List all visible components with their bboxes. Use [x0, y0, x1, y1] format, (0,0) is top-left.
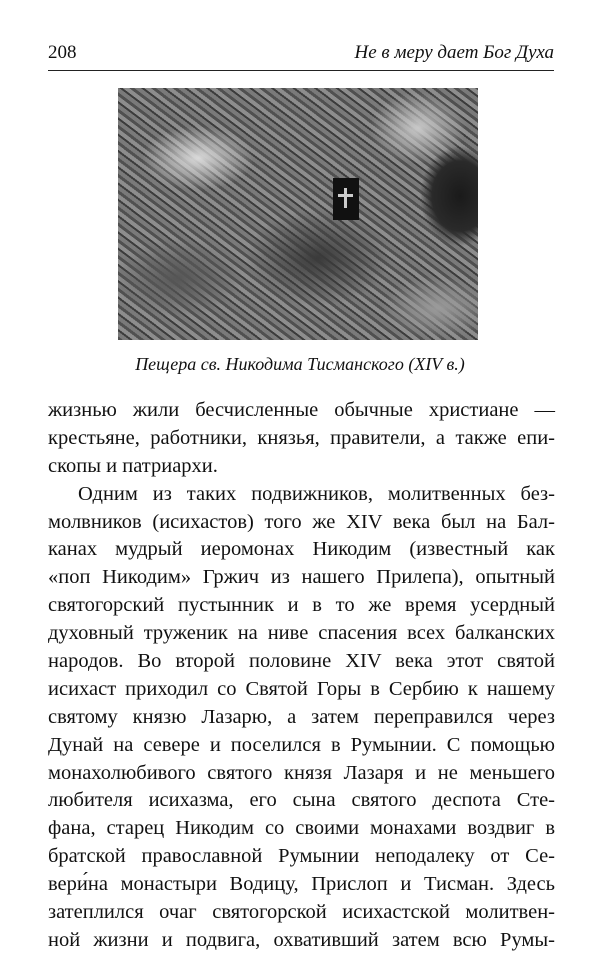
cross-icon-bar	[338, 194, 353, 197]
text-line: святому князю Лазарю, а затем переправился через	[48, 705, 555, 728]
text-line: Одним из таких подвижников, молитвенных без-	[78, 482, 555, 505]
text-line: канах мудрый иеромонах Никодим (известный как	[48, 538, 555, 561]
text-line: Дунай на севере и поселился в Румынии. С помощью	[48, 733, 555, 756]
text-line: святогорский пустынник и в то же время усердный	[48, 594, 555, 617]
text-line: народов. Во второй половине XIV века этот святой	[48, 650, 555, 673]
text-line: затеплился очаг святогорской исихастской молитвен-	[48, 901, 555, 924]
text-line: духовный труженик на ниве спасения всех балканских	[48, 622, 555, 645]
text-line: ной жизни и подвига, охвативший затем всю Румы-	[48, 928, 555, 951]
text-line: молвников (исихастов) того же XIV века был на Бал-	[48, 510, 555, 533]
running-title: Не в меру дает Бог Духа	[354, 42, 554, 63]
text-line: исихаст приходил со Святой Горы в Сербию к нашему	[48, 677, 555, 700]
header-rule	[48, 70, 554, 71]
text-line: монахолюбивого святого князя Лазаря и не меньшего	[48, 761, 555, 784]
text-line: фана, старец Никодим со своими монахами воздвиг в	[48, 817, 555, 840]
running-header	[48, 42, 554, 68]
text-line: «поп Никодим» Гржич из нашего Прилепа), опытный	[48, 566, 555, 589]
text-line: вери́на монастыри Водицу, Прислоп и Тисман. Здесь	[48, 873, 555, 896]
text-line: братской православной Румынии неподалеку от Се-	[48, 845, 555, 868]
page-number: 208	[48, 42, 77, 63]
text-line: скопы и патриархи.	[48, 454, 218, 477]
cross-icon	[344, 188, 347, 208]
cave-photo	[118, 88, 478, 340]
body-text	[48, 397, 555, 955]
figure-caption: Пещера св. Никодима Тисманского (XIV в.)	[135, 354, 465, 374]
text-line: крестьяне, работники, князья, правители, а также епи-	[48, 426, 555, 449]
text-line: жизнью жили бесчисленные обычные христиане —	[48, 399, 555, 421]
text-line: любителя исихазма, его сына святого деспота Сте-	[48, 789, 555, 812]
